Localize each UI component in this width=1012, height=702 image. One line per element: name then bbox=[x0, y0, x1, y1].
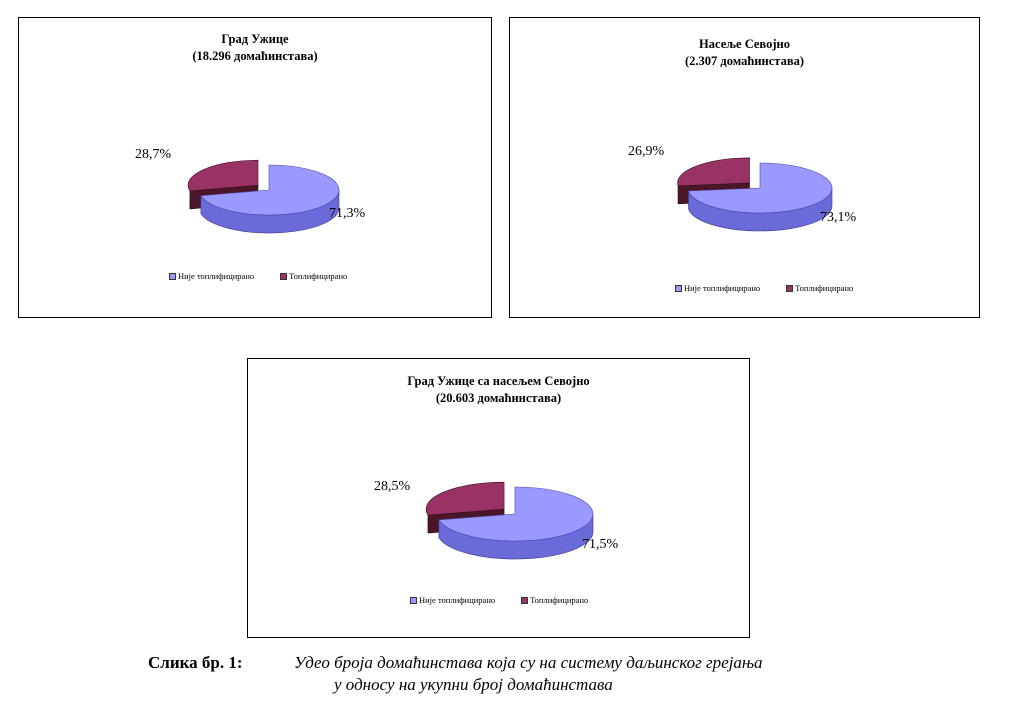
chart-title-line2: (18.296 домаћинстава) bbox=[192, 49, 318, 63]
legend-swatch bbox=[169, 273, 176, 280]
data-label-connected: 28,7% bbox=[135, 147, 172, 162]
legend-label: Топлифицирано bbox=[530, 595, 589, 605]
legend-label: Није топлифицирано bbox=[419, 595, 496, 605]
pie-slice-connected bbox=[426, 482, 504, 515]
legend-label: Топлифицирано bbox=[795, 283, 854, 293]
chart-title-line2: (2.307 домаћинстава) bbox=[684, 54, 805, 68]
legend-swatch bbox=[410, 597, 417, 604]
chart-panel-sevojno bbox=[509, 17, 980, 318]
legend-label: Топлифицирано bbox=[289, 271, 348, 281]
data-label-not-connected: 71,5% bbox=[582, 537, 619, 552]
chart-panel-uzice bbox=[18, 17, 492, 318]
legend-swatch bbox=[786, 285, 793, 292]
chart-title-line1: Град Ужице са насељем Севојно bbox=[407, 374, 590, 388]
pie-slice-connected bbox=[188, 160, 258, 191]
legend-swatch bbox=[280, 273, 287, 280]
caption-line1: Удео броја домаћинстава која су на систему даљинског грејања bbox=[294, 653, 763, 672]
legend-swatch bbox=[521, 597, 528, 604]
data-label-not-connected: 73,1% bbox=[820, 210, 857, 225]
data-label-connected: 28,5% bbox=[374, 479, 411, 494]
chart-title-line1: Насеље Севојно bbox=[699, 37, 790, 51]
pie-chart bbox=[510, 18, 981, 319]
legend-swatch bbox=[675, 285, 682, 292]
chart-legend bbox=[169, 271, 373, 281]
chart-legend bbox=[410, 595, 614, 605]
legend-item-connected bbox=[521, 595, 588, 605]
chart-title-line2: (20.603 домаћинстава) bbox=[435, 391, 562, 405]
legend-item-not-connected bbox=[410, 595, 495, 605]
chart-title-line1: Град Ужице bbox=[221, 32, 289, 46]
legend-item-connected bbox=[786, 283, 853, 293]
chart-panel-uzice-sevojno bbox=[247, 358, 750, 638]
legend-item-not-connected bbox=[675, 283, 760, 293]
legend-item-not-connected bbox=[169, 271, 254, 281]
caption-line2: у односу на укупни број домаћинстава bbox=[334, 675, 613, 694]
legend-label: Није топлифицирано bbox=[684, 283, 761, 293]
data-label-not-connected: 71,3% bbox=[329, 206, 366, 221]
chart-legend bbox=[675, 283, 879, 293]
data-label-connected: 26,9% bbox=[628, 144, 665, 159]
legend-label: Није топлифицирано bbox=[178, 271, 255, 281]
legend-item-connected bbox=[280, 271, 347, 281]
caption-label: Слика бр. 1: bbox=[148, 653, 243, 672]
pie-slice-connected bbox=[678, 158, 750, 186]
